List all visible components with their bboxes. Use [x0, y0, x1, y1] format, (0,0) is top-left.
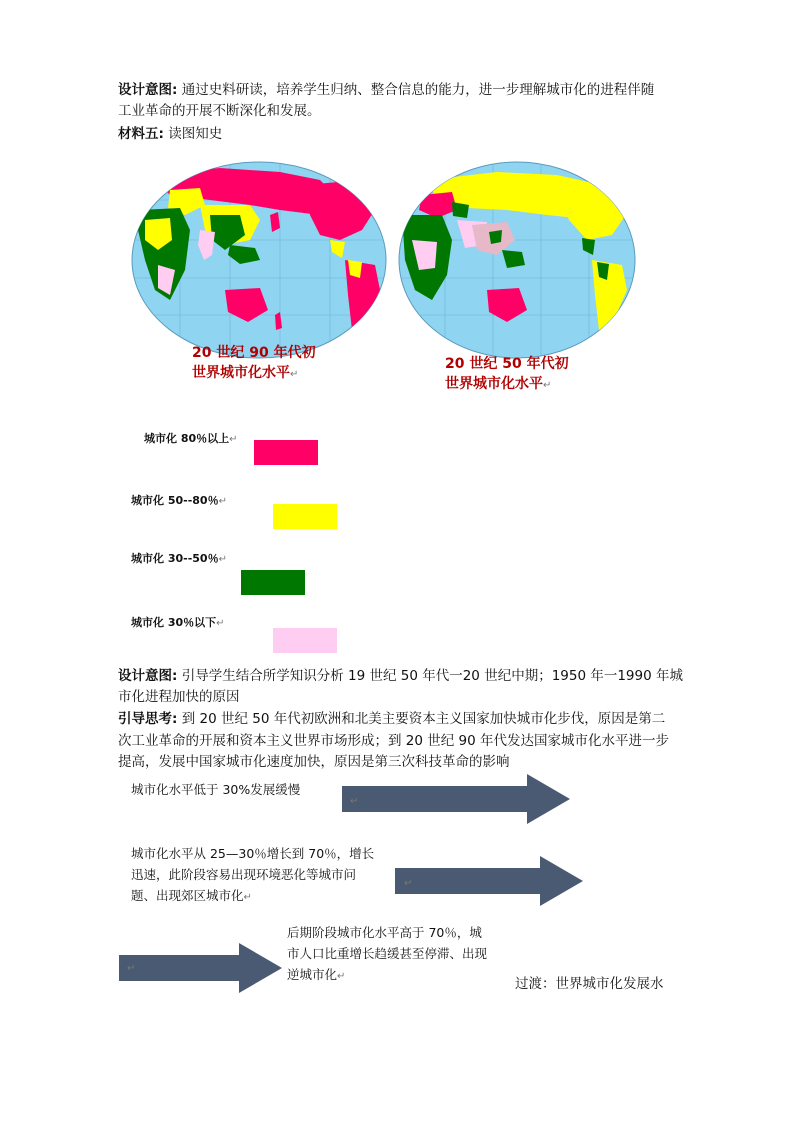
- stage-2-line2: 迅速，此阶段容易出现环境恶化等城市问: [131, 867, 357, 882]
- design-intent-1-cont: 工业革命的开展不断深化和发展。: [118, 103, 321, 119]
- paragraph-mark-icon: ↵: [218, 496, 227, 507]
- legend-label-50-80: [131, 492, 227, 508]
- legend-label-30-50: [131, 550, 227, 566]
- paragraph-mark-icon: ↵: [218, 554, 227, 565]
- stage-2-line3-text: 题、出现郊区城市化: [131, 888, 244, 903]
- stage-2-arrow: [395, 856, 585, 910]
- guided-thinking: [118, 709, 665, 729]
- stage-3-line3: [287, 964, 345, 987]
- legend-swatch-30-50: [241, 570, 305, 595]
- world-map-1990s: [130, 160, 388, 360]
- map-caption-1950s-line1: 20 世纪 50 年代初: [445, 356, 569, 372]
- paragraph-mark-icon: ↵: [337, 971, 346, 982]
- design-intent-2-text: 引导学生结合所学知识分析 19 世纪 50 年代一20 世纪中期；1950 年一1990 年城: [177, 668, 683, 684]
- paragraph-mark-icon: ↵: [216, 618, 225, 629]
- paragraph-mark-icon: ↵: [404, 878, 413, 889]
- legend-swatch-80: [254, 440, 318, 465]
- design-intent-2: [118, 666, 683, 686]
- paragraph-mark-icon: ↵: [290, 369, 299, 380]
- map-caption-1950s-line2: [445, 375, 551, 395]
- transition-text: 过渡：世界城市化发展水: [515, 976, 664, 992]
- stage-1-arrow: [342, 774, 572, 828]
- design-intent-2-cont: 市化进程加快的原因: [118, 689, 240, 705]
- design-intent-label: 设计意图:: [118, 82, 178, 98]
- design-intent-text: 通过史料研读，培养学生归纳、整合信息的能力，进一步理解城市化的进程伴随: [177, 82, 655, 98]
- design-intent-2-label: 设计意图:: [118, 668, 178, 684]
- stage-3-line3-text: 逆城市化: [287, 967, 338, 982]
- legend-label-30-50-text: 城市化 30--50％: [131, 552, 219, 565]
- stage-3-line2: 市人口比重增长趋缓甚至停滞、出现: [287, 946, 488, 961]
- map-caption-1990s-line1: 20 世纪 90 年代初: [192, 345, 316, 361]
- map-caption-1950s-text: 世界城市化水平: [445, 376, 543, 392]
- material-text: 读图知史: [163, 126, 223, 142]
- legend-swatch-50-80: [273, 504, 337, 529]
- map-caption-1990s-text: 世界城市化水平: [192, 365, 290, 381]
- guided-thinking-line2: 次工业革命的开展和资本主义世界市场形成；到 20 世纪 90 年代发达国家城市化水平进一步: [118, 733, 670, 749]
- map-caption-1990s-line2: [192, 364, 298, 384]
- guided-thinking-line3: 提高，发展中国家城市化速度加快，原因是第三次科技革命的影响: [118, 754, 510, 770]
- stage-2-line1: 城市化水平从 25—30％增长到 70％，增长: [131, 846, 375, 861]
- legend-label-50-80-text: 城市化 50--80％: [131, 494, 219, 507]
- stage-3-line1: 后期阶段城市化水平高于 70％，城: [287, 925, 482, 940]
- guided-thinking-text: 到 20 世纪 50 年代初欧洲和北美主要资本主义国家加快城市化步伐，原因是第二: [177, 711, 666, 727]
- paragraph-mark-icon: ↵: [243, 892, 252, 903]
- paragraph-mark-icon: ↵: [127, 963, 136, 974]
- stage-3-arrow: [119, 943, 284, 997]
- legend-swatch-under-30: [273, 628, 337, 653]
- stage-2-line3: [131, 885, 252, 908]
- legend-label-80: [144, 430, 238, 446]
- design-intent-1: [118, 80, 654, 100]
- paragraph-mark-icon: ↵: [543, 380, 552, 391]
- legend-label-under-30: [131, 614, 225, 630]
- paragraph-mark-icon: ↵: [350, 796, 359, 807]
- material-five: [118, 124, 222, 144]
- legend-label-under-30-text: 城市化 30％以下: [131, 616, 217, 629]
- guided-thinking-label: 引导思考:: [118, 711, 178, 727]
- stage-1-text: 城市化水平低于 30%发展缓慢: [131, 782, 301, 797]
- paragraph-mark-icon: ↵: [229, 434, 238, 445]
- world-map-1950s: [397, 160, 637, 360]
- material-label: 材料五:: [118, 126, 164, 142]
- legend-label-80-text: 城市化 80％以上: [144, 432, 230, 445]
